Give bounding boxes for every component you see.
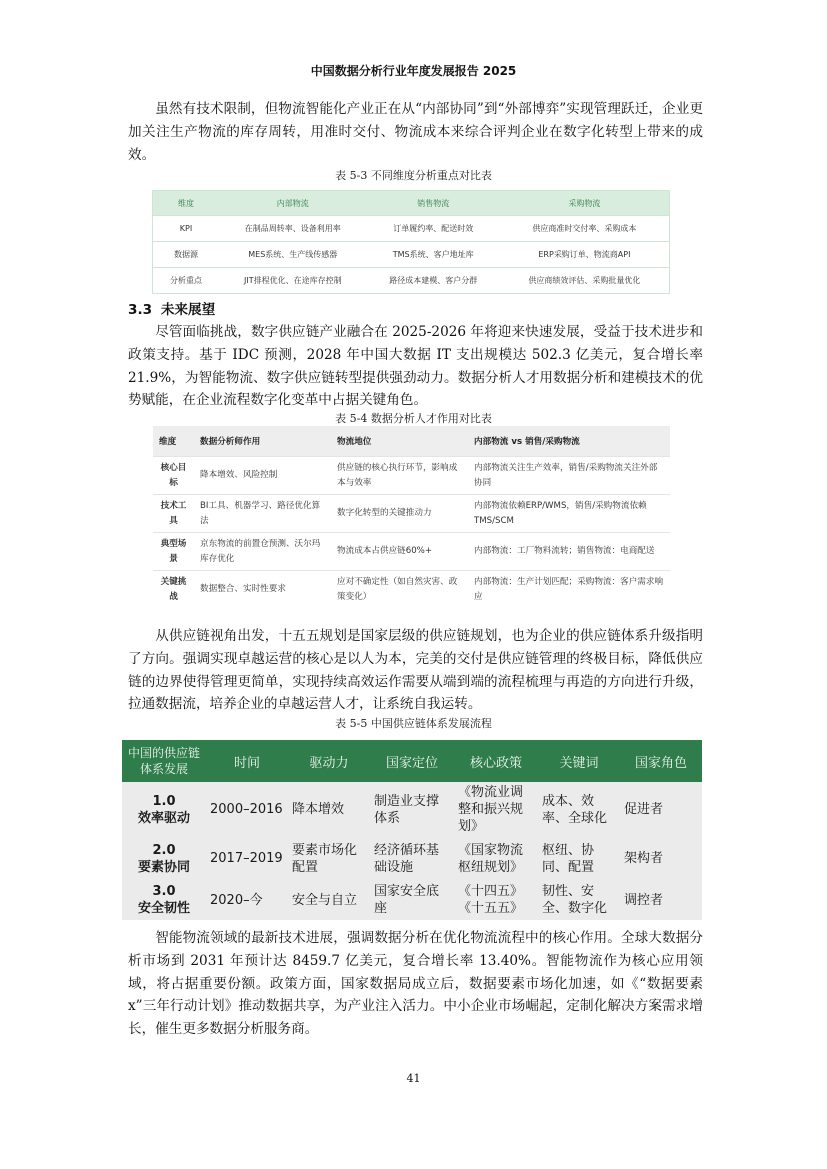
table-cell: 供应商准时交付率、采购成本 (500, 216, 670, 242)
table-5-3-caption: 表 5-3 不同维度分析重点对比表 (335, 169, 492, 182)
paragraph-outlook (128, 321, 703, 412)
table-cell: 2000–2016 (206, 782, 288, 837)
table-cell: 关键挑战 (153, 571, 194, 609)
table-5-4-caption: 表 5-4 数据分析人才作用对比表 (335, 412, 492, 425)
table-cell: 降本增效 (288, 782, 370, 837)
stage-cell (122, 782, 206, 837)
table-cell: 国家安全底座 (370, 880, 454, 920)
table-row (153, 533, 670, 571)
paragraph-supply-chain (128, 625, 703, 716)
table-cell: 分析重点 (153, 268, 220, 294)
table-cell: 路径成本建模、客户分群 (367, 268, 500, 294)
stage-name: 要素协同 (137, 859, 190, 875)
column-header: 关键词 (538, 740, 620, 782)
table-cell: 在制品周转率、设备利用率 (219, 216, 367, 242)
table-cell: 安全与自立 (288, 880, 370, 920)
table-cell: 促进者 (620, 782, 702, 837)
column-header: 销售物流 (367, 191, 500, 216)
table-5-5-caption: 表 5-5 中国供应链体系发展流程 (335, 717, 492, 730)
table-cell: 制造业支撑体系 (370, 782, 454, 837)
table-5-3 (152, 190, 670, 294)
table-cell: 架构者 (620, 837, 702, 880)
table-cell: TMS系统、客户地址库 (367, 242, 500, 268)
column-header: 中国的供应链体系发展 (122, 740, 206, 782)
table-row (153, 242, 670, 268)
column-header: 核心政策 (454, 740, 538, 782)
table-row (153, 571, 670, 609)
table-cell: 内部物流：工厂物料流转；销售物流：电商配送 (468, 533, 670, 571)
column-header: 采购物流 (500, 191, 670, 216)
table-cell: 订单履约率、配送时效 (367, 216, 500, 242)
table-cell: 《国家物流枢纽规划》 (454, 837, 538, 880)
table-cell: ERP采购订单、物流商API (500, 242, 670, 268)
stage-cell (122, 837, 206, 880)
table-cell: 《十四五》《十五五》 (454, 880, 538, 920)
table-cell: 数字化转型的关键推动力 (331, 495, 468, 533)
column-header: 内部物流 (219, 191, 367, 216)
section-title: 未来展望 (160, 302, 216, 318)
stage-name: 安全韧性 (137, 901, 190, 916)
table-cell: 枢纽、协同、配置 (538, 837, 620, 880)
table-row (153, 495, 670, 533)
table-cell: 数据整合、实时性要求 (194, 571, 331, 609)
page-header: 中国数据分析行业年度发展报告 2025 (310, 64, 517, 78)
table-row (122, 880, 702, 920)
stage-number: 1.0 (152, 793, 176, 809)
table-row (153, 457, 670, 495)
table-cell: 内部物流：生产计划匹配；采购物流：客户需求响应 (468, 571, 670, 609)
column-header: 数据分析师作用 (194, 426, 331, 457)
column-header: 国家角色 (620, 740, 702, 782)
table-cell: 韧性、安全、数字化 (538, 880, 620, 920)
table-cell: 经济循环基础设施 (370, 837, 454, 880)
table-cell: 京东物流的前置仓预测、沃尔玛库存优化 (194, 533, 331, 571)
table-cell: KPI (153, 216, 220, 242)
column-header: 时间 (206, 740, 288, 782)
paragraph-market (128, 927, 703, 1041)
table-cell: BI工具、机器学习、路径优化算法 (194, 495, 331, 533)
table-header-row (122, 740, 702, 782)
table-cell: 2020–今 (206, 880, 288, 920)
table-cell: 降本增效、风险控制 (194, 457, 331, 495)
stage-number: 2.0 (152, 842, 176, 858)
table-cell: 典型场景 (153, 533, 194, 571)
table-cell: 内部物流关注生产效率，销售/采购物流关注外部协同 (468, 457, 670, 495)
table-row (122, 782, 702, 837)
table-cell: 成本、效率、全球化 (538, 782, 620, 837)
paragraph-text: 尽管面临挑战，数字供应链产业融合在 2025-2026 年将迎来快速发展，受益于技术进步和政策支持。基于 IDC 预测，2028 年中国大数据 IT 支出规模达 502.3 亿美元，复合增长率 21.9%，为智能物流、数字供应链转型提供强劲动力。数据分析人才用数据分析和建模技术的优势赋能，在企业流程数字化变革中占据关键角色。 (128, 324, 703, 409)
table-cell: 供应链的核心执行环节，影响成本与效率 (331, 457, 468, 495)
stage-name: 效率驱动 (137, 810, 190, 826)
table-row (153, 216, 670, 242)
table-cell: JIT排程优化、在途库存控制 (219, 268, 367, 294)
column-header: 维度 (153, 426, 194, 457)
column-header: 维度 (153, 191, 220, 216)
paragraph-text: 从供应链视角出发，十五五规划是国家层级的供应链规划，也为企业的供应链体系升级指明了方向。强调实现卓越运营的核心是以人为本，完美的交付是供应链管理的终极目标，降低供应链的边界使得管理更简单，实现持续高效运作需要从端到端的流程梳理与再造的方向进行升级，拉通数据流，培养企业的卓越运营人才，让系统自我运转。 (128, 628, 703, 713)
paragraph-text: 虽然有技术限制，但物流智能化产业正在从“内部协同”到“外部博弈”实现管理跃迁，企业更加关注生产物流的库存周转，用准时交付、物流成本来综合评判企业在数字化转型上带来的成效。 (128, 101, 703, 163)
paragraph-text: 智能物流领域的最新技术进展，强调数据分析在优化物流流程中的核心作用。全球大数据分析市场到 2031 年预计达 8459.7 亿美元，复合增长率 13.40%。智能物流作为核心应用领域，将占据重要份额。政策方面，国家数据局成立后，数据要素市场化加速，如《“数据要素 x”三年行动计划》推动数据共享，为产业注入活力。中小企业市场崛起，定制化解决方案需求增长，催生更多数据分析服务商。 (128, 930, 703, 1038)
table-cell: 内部物流依赖ERP/WMS，销售/采购物流依赖TMS/SCM (468, 495, 670, 533)
table-cell: 调控者 (620, 880, 702, 920)
table-cell: 2017–2019 (206, 837, 288, 880)
section-number: 3.3 (128, 302, 153, 318)
table-5-4 (153, 426, 670, 608)
page-number: 41 (406, 1072, 421, 1085)
table-header-row (153, 191, 670, 216)
table-row (122, 837, 702, 880)
table-cell: 核心目标 (153, 457, 194, 495)
table-header-row (153, 426, 670, 457)
table-cell: 要素市场化配置 (288, 837, 370, 880)
section-heading (128, 298, 215, 318)
table-cell: 技术工具 (153, 495, 194, 533)
table-cell: 供应商绩效评估、采购批量优化 (500, 268, 670, 294)
stage-number: 3.0 (152, 884, 176, 899)
table-cell: MES系统、生产线传感器 (219, 242, 367, 268)
table-5-5 (122, 740, 702, 920)
table-cell: 《物流业调整和振兴规划》 (454, 782, 538, 837)
stage-cell (122, 880, 206, 920)
column-header: 驱动力 (288, 740, 370, 782)
table-cell: 数据源 (153, 242, 220, 268)
paragraph-intro (128, 98, 703, 166)
table-cell: 应对不确定性（如自然灾害、政策变化） (331, 571, 468, 609)
table-cell: 物流成本占供应链60%+ (331, 533, 468, 571)
column-header: 国家定位 (370, 740, 454, 782)
column-header: 内部物流 vs 销售/采购物流 (468, 426, 670, 457)
table-row (153, 268, 670, 294)
column-header: 物流地位 (331, 426, 468, 457)
